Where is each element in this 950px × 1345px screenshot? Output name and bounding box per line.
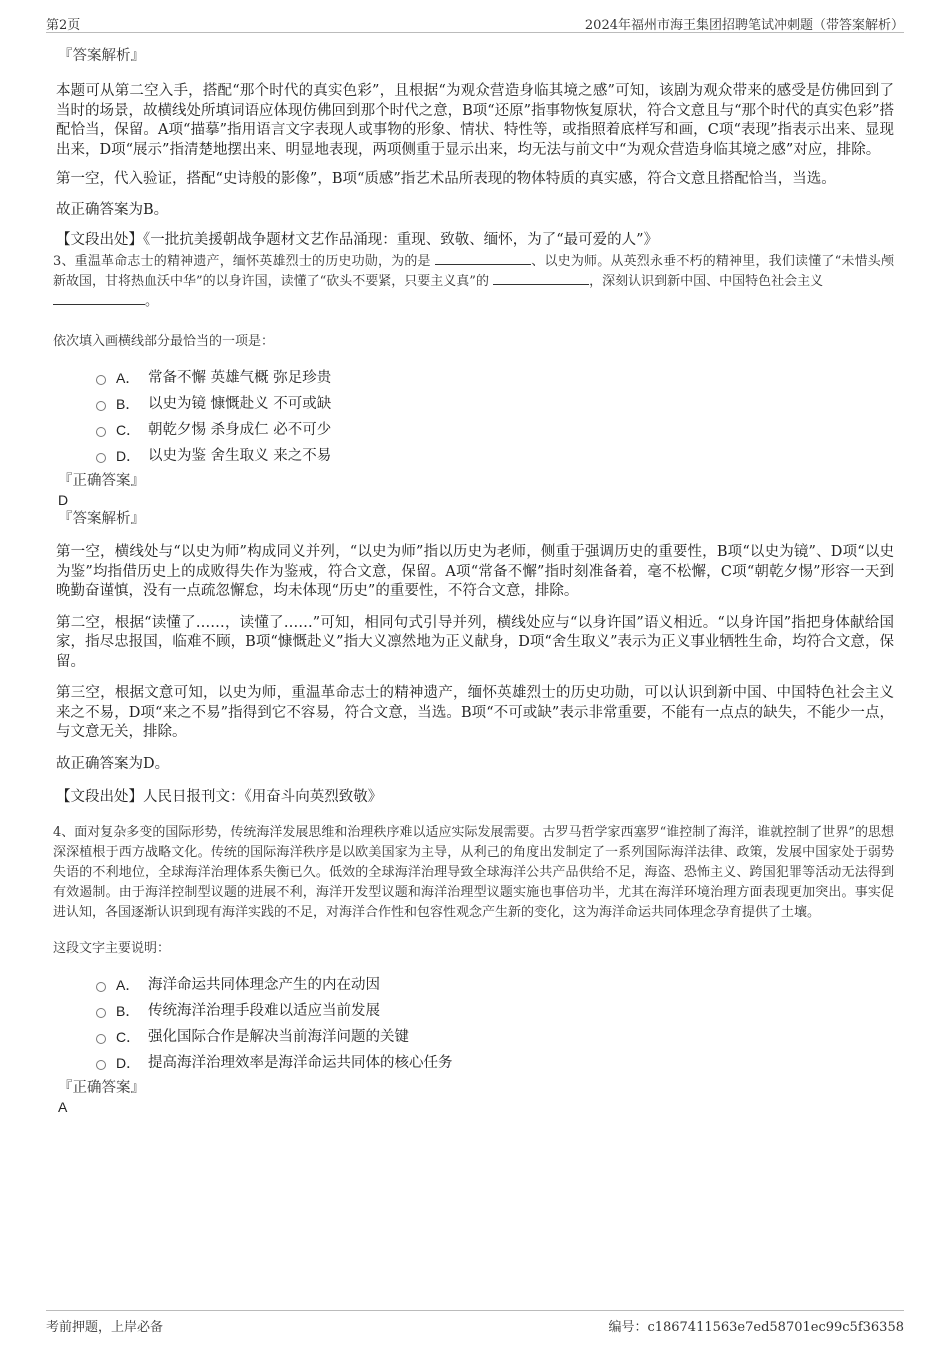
q3-source: 【文段出处】人民日报刊文：《用奋斗向英烈致敬》 — [56, 789, 383, 805]
radio-icon[interactable] — [96, 1034, 106, 1044]
q3-stem-part-1: 3、重温革命志士的精神遗产，缅怀英雄烈士的历史功勋，为的是 — [53, 254, 431, 269]
q4-option-a[interactable]: A． 海洋命运共同体理念产生的内在动因 — [96, 972, 894, 998]
q4-options — [96, 972, 894, 1076]
q3-stem-part-4: 。 — [145, 294, 159, 309]
q3-options — [96, 365, 894, 469]
q3-option-b[interactable]: B． 以史为镜 慷慨赴义 不可或缺 — [96, 391, 894, 417]
radio-icon[interactable] — [96, 453, 106, 463]
q4-option-b[interactable]: B． 传统海洋治理手段难以适应当前发展 — [96, 998, 894, 1024]
q3-answer: D — [58, 492, 69, 508]
document-body — [53, 44, 894, 1116]
q3-prompt: 依次填入画横线部分最恰当的一项是： — [53, 334, 275, 349]
q3-option-c[interactable]: C． 朝乾夕惕 杀身成仁 必不可少 — [96, 417, 894, 443]
q3-blank-2 — [493, 272, 589, 285]
document-id: 编号：c1867411563e7ed58701ec99c5f36358 — [608, 1320, 904, 1335]
page-number: 第2页 — [46, 18, 81, 33]
q2-analysis-conclusion: 故正确答案为B。 — [56, 201, 169, 218]
analysis-label: 『答案解析』 — [58, 511, 145, 527]
q3-stem — [53, 252, 894, 312]
q3-analysis-p3: 第三空，根据文意可知，以史为师，重温革命志士的精神遗产，缅怀英雄烈士的历史功勋，可以认识到新中国、中国特色社会主义来之不易，D项“来之不易”指得到它不容易，符合文意，当选。B项“不可或缺”表示非常重要，不能有一点点的缺失，不能少一点，与文意无关，排除。 — [56, 685, 894, 740]
page-footer — [46, 1310, 904, 1335]
correct-answer-label: 『正确答案』 — [58, 473, 145, 489]
q3-option-a[interactable]: A． 常备不懈 英雄气概 弥足珍贵 — [96, 365, 894, 391]
page-header — [46, 12, 904, 33]
q4-option-d[interactable]: D． 提高海洋治理效率是海洋命运共同体的核心任务 — [96, 1050, 894, 1076]
q3-stem-part-3: ，深刻认识到新中国、中国特色社会主义 — [589, 274, 824, 289]
q3-stem-part-2: 、以史为师。从英烈永垂不朽的精神里，我们读懂了“未惜头颅新故国，甘将热血沃中华”的以身许国，读懂了“砍头不要紧，只要主义真”的 — [53, 254, 894, 289]
q4-answer: A — [58, 1099, 68, 1115]
q4-prompt: 这段文字主要说明： — [53, 941, 171, 956]
radio-icon[interactable] — [96, 982, 106, 992]
q3-analysis-p1: 第一空，横线处与“以史为师”构成同义并列，“以史为师”指以历史为老师，侧重于强调历史的重要性，B项“以史为镜”、D项“以史为鉴”均指借历史上的成败得失作为鉴戒，符合文意，保留。A项“常备不懈”指时刻准备着，毫不松懈，C项“朝乾夕惕”形容一天到晚勤奋谨慎，没有一点疏忽懈怠，均未体现“历史”的重要性，不符合文意，排除。 — [56, 544, 894, 599]
radio-icon[interactable] — [96, 401, 106, 411]
radio-icon[interactable] — [96, 375, 106, 385]
analysis-label: 『答案解析』 — [58, 48, 145, 64]
q3-analysis-conclusion: 故正确答案为D。 — [56, 755, 170, 772]
correct-answer-label: 『正确答案』 — [58, 1080, 145, 1096]
footer-slogan: 考前押题，上岸必备 — [46, 1320, 164, 1335]
document-title: 2024年福州市海王集团招聘笔试冲刺题（带答案解析） — [584, 18, 904, 33]
radio-icon[interactable] — [96, 427, 106, 437]
q3-blank-3 — [53, 292, 145, 305]
radio-icon[interactable] — [96, 1008, 106, 1018]
q3-option-d[interactable]: D． 以史为鉴 舍生取义 来之不易 — [96, 443, 894, 469]
q2-analysis-p2: 第一空，代入验证，搭配“史诗般的影像”，B项“质感”指艺术品所表现的物体特质的真实感，符合文意且搭配恰当，当选。 — [56, 171, 836, 187]
q2-analysis-p1: 本题可从第二空入手，搭配“那个时代的真实色彩”，且根据“为观众营造身临其境之感”可知，该剧为观众带来的感受是仿佛回到了当时的场景，故横线处所填词语应体现仿佛回到那个时代之意，B项“还原”指事物恢复原状，符合文意且与“那个时代的真实色彩”搭配恰当，保留。A项“描摹”指用语言文字表现人或事物的形象、情状、特性等，或指照着底样写和画，C项“表现”指表示出来、显现出来，D项“展示”指清楚地摆出来、明显地表现，两项侧重于显示出来，均无法与前文中“为观众营造身临其境之感”对应，排除。 — [56, 83, 894, 158]
radio-icon[interactable] — [96, 1060, 106, 1070]
q3-analysis-p2: 第二空，根据“读懂了……，读懂了……”可知，相同句式引导并列，横线处应与“以身许国”语义相近。“以身许国”指把身体献给国家，指尽忠报国，临难不顾，B项“慷慨赴义”指大义凛然地为正义献身，D项“舍生取义”表示为正义事业牺牲生命，均符合文意，保留。 — [56, 614, 894, 670]
q2-source: 【文段出处】《一批抗美援朝战争题材文艺作品涌现：重现、致敬、缅怀，为了“最可爱的人”》 — [56, 232, 659, 248]
q3-blank-1 — [435, 252, 531, 265]
q4-option-c[interactable]: C． 强化国际合作是解决当前海洋问题的关键 — [96, 1024, 894, 1050]
q4-stem: 4、面对复杂多变的国际形势，传统海洋发展思维和治理秩序难以适应实际发展需要。古罗马哲学家西塞罗“谁控制了海洋，谁就控制了世界”的思想深深植根于西方战略文化。传统的国际海洋秩序是以欧美国家为主导，从利己的角度出发制定了一系列国际海洋法律、政策，发展中国家处于弱势失语的不利地位，全球海洋治理体系失衡已久。低效的全球海洋治理导致全球海洋公共产品供给不足，海盗、恐怖主义、跨国犯罪等活动无法得到有效遏制。由于海洋控制型议题的进展不利，海洋开发型议题和海洋治理型议题实施也事倍功半，尤其在海洋环境治理方面表现更加突出。事实促进认知，各国逐渐认识到现有海洋实践的不足，对海洋合作性和包容性观念产生新的变化，这为海洋命运共同体理念孕育提供了土壤。 — [53, 825, 894, 920]
